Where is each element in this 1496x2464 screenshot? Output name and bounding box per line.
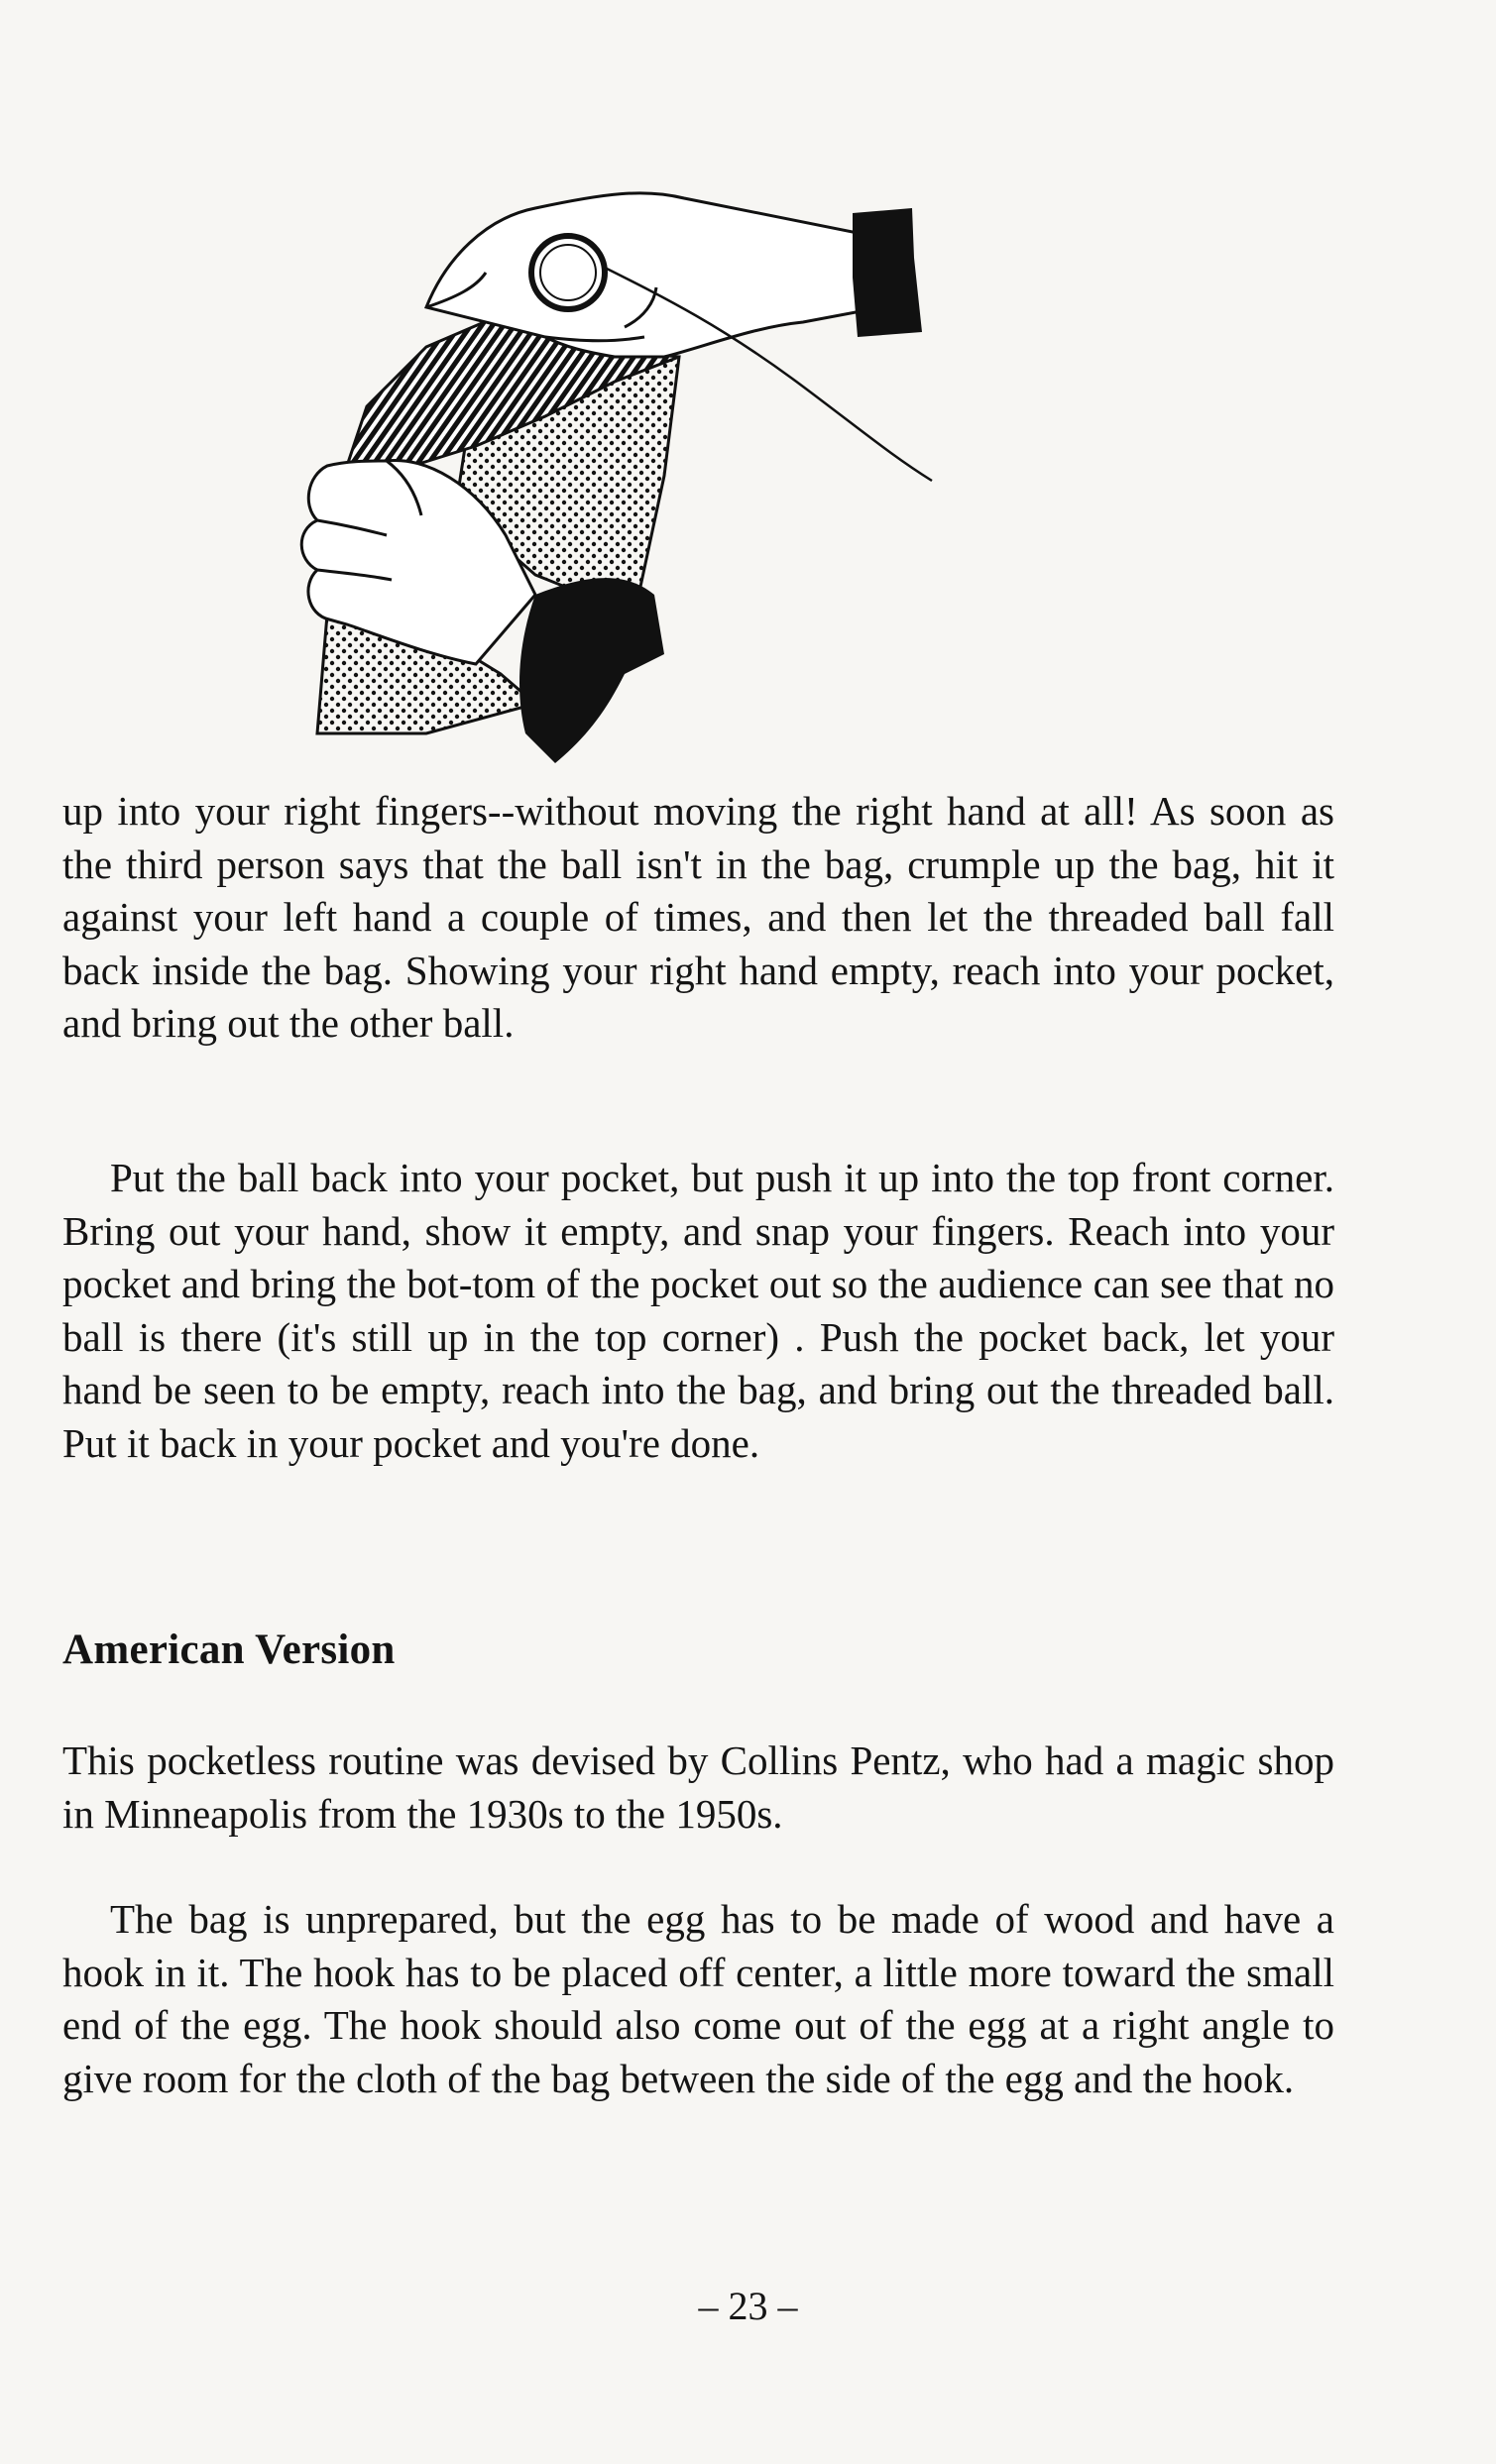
page-number: – 23 – [698, 2284, 798, 2328]
paragraph-pocket-routine [62, 1152, 1334, 1470]
hands-bag-ball-illustration [288, 178, 1041, 793]
paragraph-intro [62, 1735, 1334, 1841]
paragraph-text: Put the ball back into your pocket, but push it up into the top front corner. Bring out your hand, show it empty, and snap your fingers. Reach into your pocket and bring the bot-tom of the pocket out so the audience can see that no ball is there (it's still up in the top corner) . Push the pocket back, let your hand be seen to be empty, reach into the bag, and bring out the threaded ball. Put it back in your pocket and you're done. [62, 1155, 1334, 1466]
paragraph-egg-hook [62, 1893, 1334, 2105]
section-heading: American Version [62, 1626, 396, 1673]
paragraph-text: up into your right fingers--without moving the right hand at all! As soon as the third person says that the ball isn't in the bag, crumple up the bag, hit it against your left hand a couple of times, and then let the threaded ball fall back inside the bag. Showing your right hand empty, reach into your pocket, and bring out the other ball. [62, 788, 1334, 1046]
paragraph-text: The bag is unprepared, but the egg has to be made of wood and have a hook in it. The hook has to be placed off center, a little more toward the small end of the egg. The hook should also come out of the egg at a right angle to give room for the cloth of the bag between the side of the egg and the hook. [62, 1896, 1334, 2101]
paragraph-text: This pocketless routine was devised by Collins Pentz, who had a magic shop in Minneapolis from the 1930s to the 1950s. [62, 1737, 1334, 1837]
paragraph-continued [62, 785, 1334, 1051]
